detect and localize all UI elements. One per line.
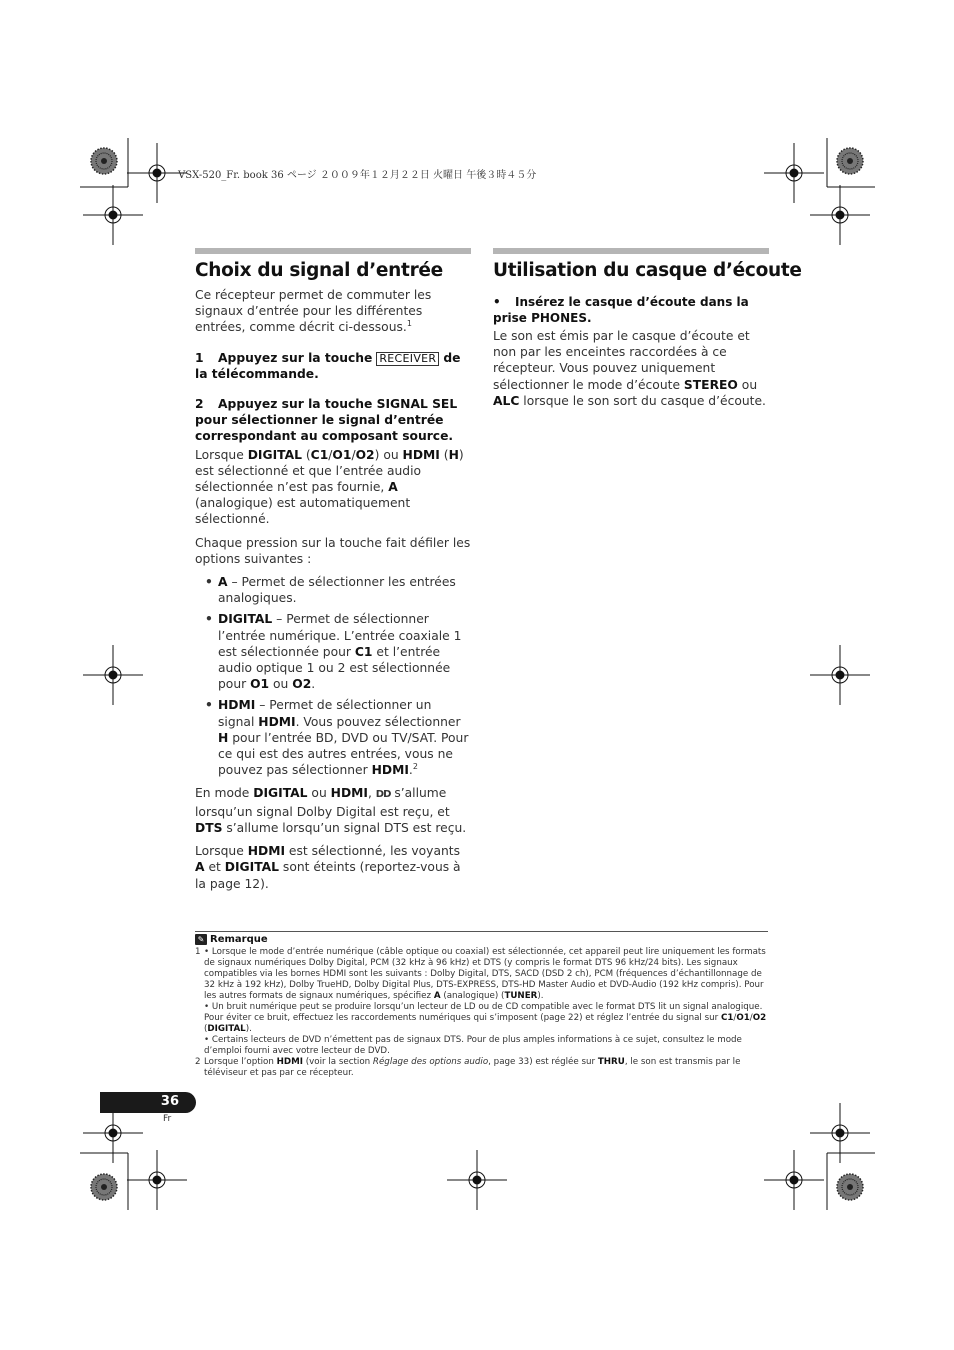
note-2: 2 Lorsque l’option HDMI (voir la section Réglage des options audio, page 33) est réglée sur THRU, le son est transmis par le téléviseur et pas par ce récepteur. [195,1057,741,1078]
list-item: • DIGITAL – Permet de sélectionner l’entrée numérique. L’entrée coaxiale 1 est sélectionnée pour C1 et l’entrée audio optique 1 ou 2 est sélectionnée pour O1 ou O2. [205,612,462,692]
crosshair-mark [764,143,824,203]
paragraph-indicators: En mode DIGITAL ou HDMI, DD s’allume lorsqu’un signal Dolby Digital est reçu, et DTS s’allume lorsqu’un signal DTS est reçu. [195,786,467,835]
paragraph-auto-select: Lorsque DIGITAL (C1/O1/O2) ou HDMI (H) est sélectionné et que l’entrée audio sélectionnée n’est pas fournie, A (analogique) est automatiquement sélectionné. [195,447,464,527]
paragraph-cycle-options: Chaque pression sur la touche fait défiler les options suivantes : [195,535,471,566]
section-title: Choix du signal d’entrée [195,260,443,281]
note-1: 1 • Lorsque le mode d’entrée numérique (câble optique ou coaxial) est sélectionnée, cet appareil peut lire uniquement les formats de signaux numériques Dolby Digital, PCM (32 kHz à 96 kHz) et DTS (y compris le format DTS 96 kHz/24 bits). Les signaux compatibles via les bornes HDMI sont les suivants : Dolby Digital, DTS, SACD (DSD 2 ch), PCM (fréquences d’échantillonnage de 32 kHz à 192 kHz), Dolby TrueHD, Dolby Digital Plus, DTS-EXPRESS, DTS-HD Master Audio et DVD-Audio (192 kHz compris). Pour les autres formats de signaux numériques, spécifiez A (analogique) (TUNER). • Un bruit numérique peut se produire lorsqu’un lecteur de LD ou de CD compatible avec le format DTS lit un signal analogique. Pour éviter ce bruit, effectuez les raccordements numériques qui s’imposent (page 22) et réglez l’entrée du signal sur C1/O1/O2 (DIGITAL). • Certains lecteurs de DVD n’émettent pas de signaux DTS. Pour de plus amples informations à ce sujet, consultez le mode d’emploi fourni avec votre lecteur de DVD. [195,947,767,1056]
section-title: Utilisation du casque d’écoute [493,260,802,281]
crosshair-mark [810,1103,870,1163]
notes-heading: ✎ Remarque [195,934,768,945]
print-file-header: VSX-520_Fr. book 36 ページ ２００９年１２月２２日 火曜日 午後３時４５分 [178,170,537,181]
crosshair-mark [83,645,143,705]
step-2: 2 Appuyez sur la touche SIGNAL SEL pour sélectionner le signal d’entrée correspondant au composant source. [195,397,458,444]
page-language: Fr [163,1114,172,1124]
registration-starburst-bottom-left [91,1174,117,1200]
registration-starburst-top-right [837,148,863,174]
list-item: • HDMI – Permet de sélectionner un signal HDMI. Vous pouvez sélectionner H pour l’entrée BD, DVD ou TV/SAT. Pour ce qui est des autres entrées, vous ne pouvez pas sélectionner HDMI.$^2$ [205,698,469,778]
registration-starburst-bottom-right [837,1174,863,1200]
crosshair-mark [127,1150,187,1210]
section-input-signal [195,248,471,899]
registration-starburst-top-left [91,148,117,174]
crosshair-mark [83,185,143,245]
dolby-digital-icon: DD [375,789,391,801]
page-number: 36 [160,1094,179,1109]
receiver-key-label: RECEIVER [376,352,439,366]
step-1: 1 Appuyez sur la touche RECEIVER de la télécommande. [195,350,461,381]
section-bar [493,248,769,254]
pencil-note-icon: ✎ [195,934,207,945]
list-item: • A – Permet de sélectionner les entrées analogiques. [205,575,456,606]
options-list [195,574,471,778]
intro-paragraph: Ce récepteur permet de commuter les signaux d’entrée pour les différentes entrées, comme décrit ci-dessous.$^1$ [195,288,432,335]
crosshair-mark [810,645,870,705]
page-number-badge [100,1092,196,1113]
crosshair-mark [810,185,870,245]
instruction-insert-headphones: • Insérez le casque d’écoute dans la prise PHONES. [493,295,749,325]
notes-section [195,931,768,1079]
paragraph-hdmi-lights: Lorsque HDMI est sélectionné, les voyants A et DIGITAL sont éteints (reportez-vous à la page 12). [195,844,461,891]
section-headphones [493,248,802,416]
paragraph-headphones: Le son est émis par le casque d’écoute et non par les enceintes raccordées à ce récepteur. Vous pouvez uniquement sélectionner le mode d’écoute STEREO ou ALC lorsque le son sort du casque d’écoute. [493,329,766,408]
crosshair-mark [764,1150,824,1210]
crosshair-mark [447,1150,507,1210]
section-bar [195,248,471,254]
